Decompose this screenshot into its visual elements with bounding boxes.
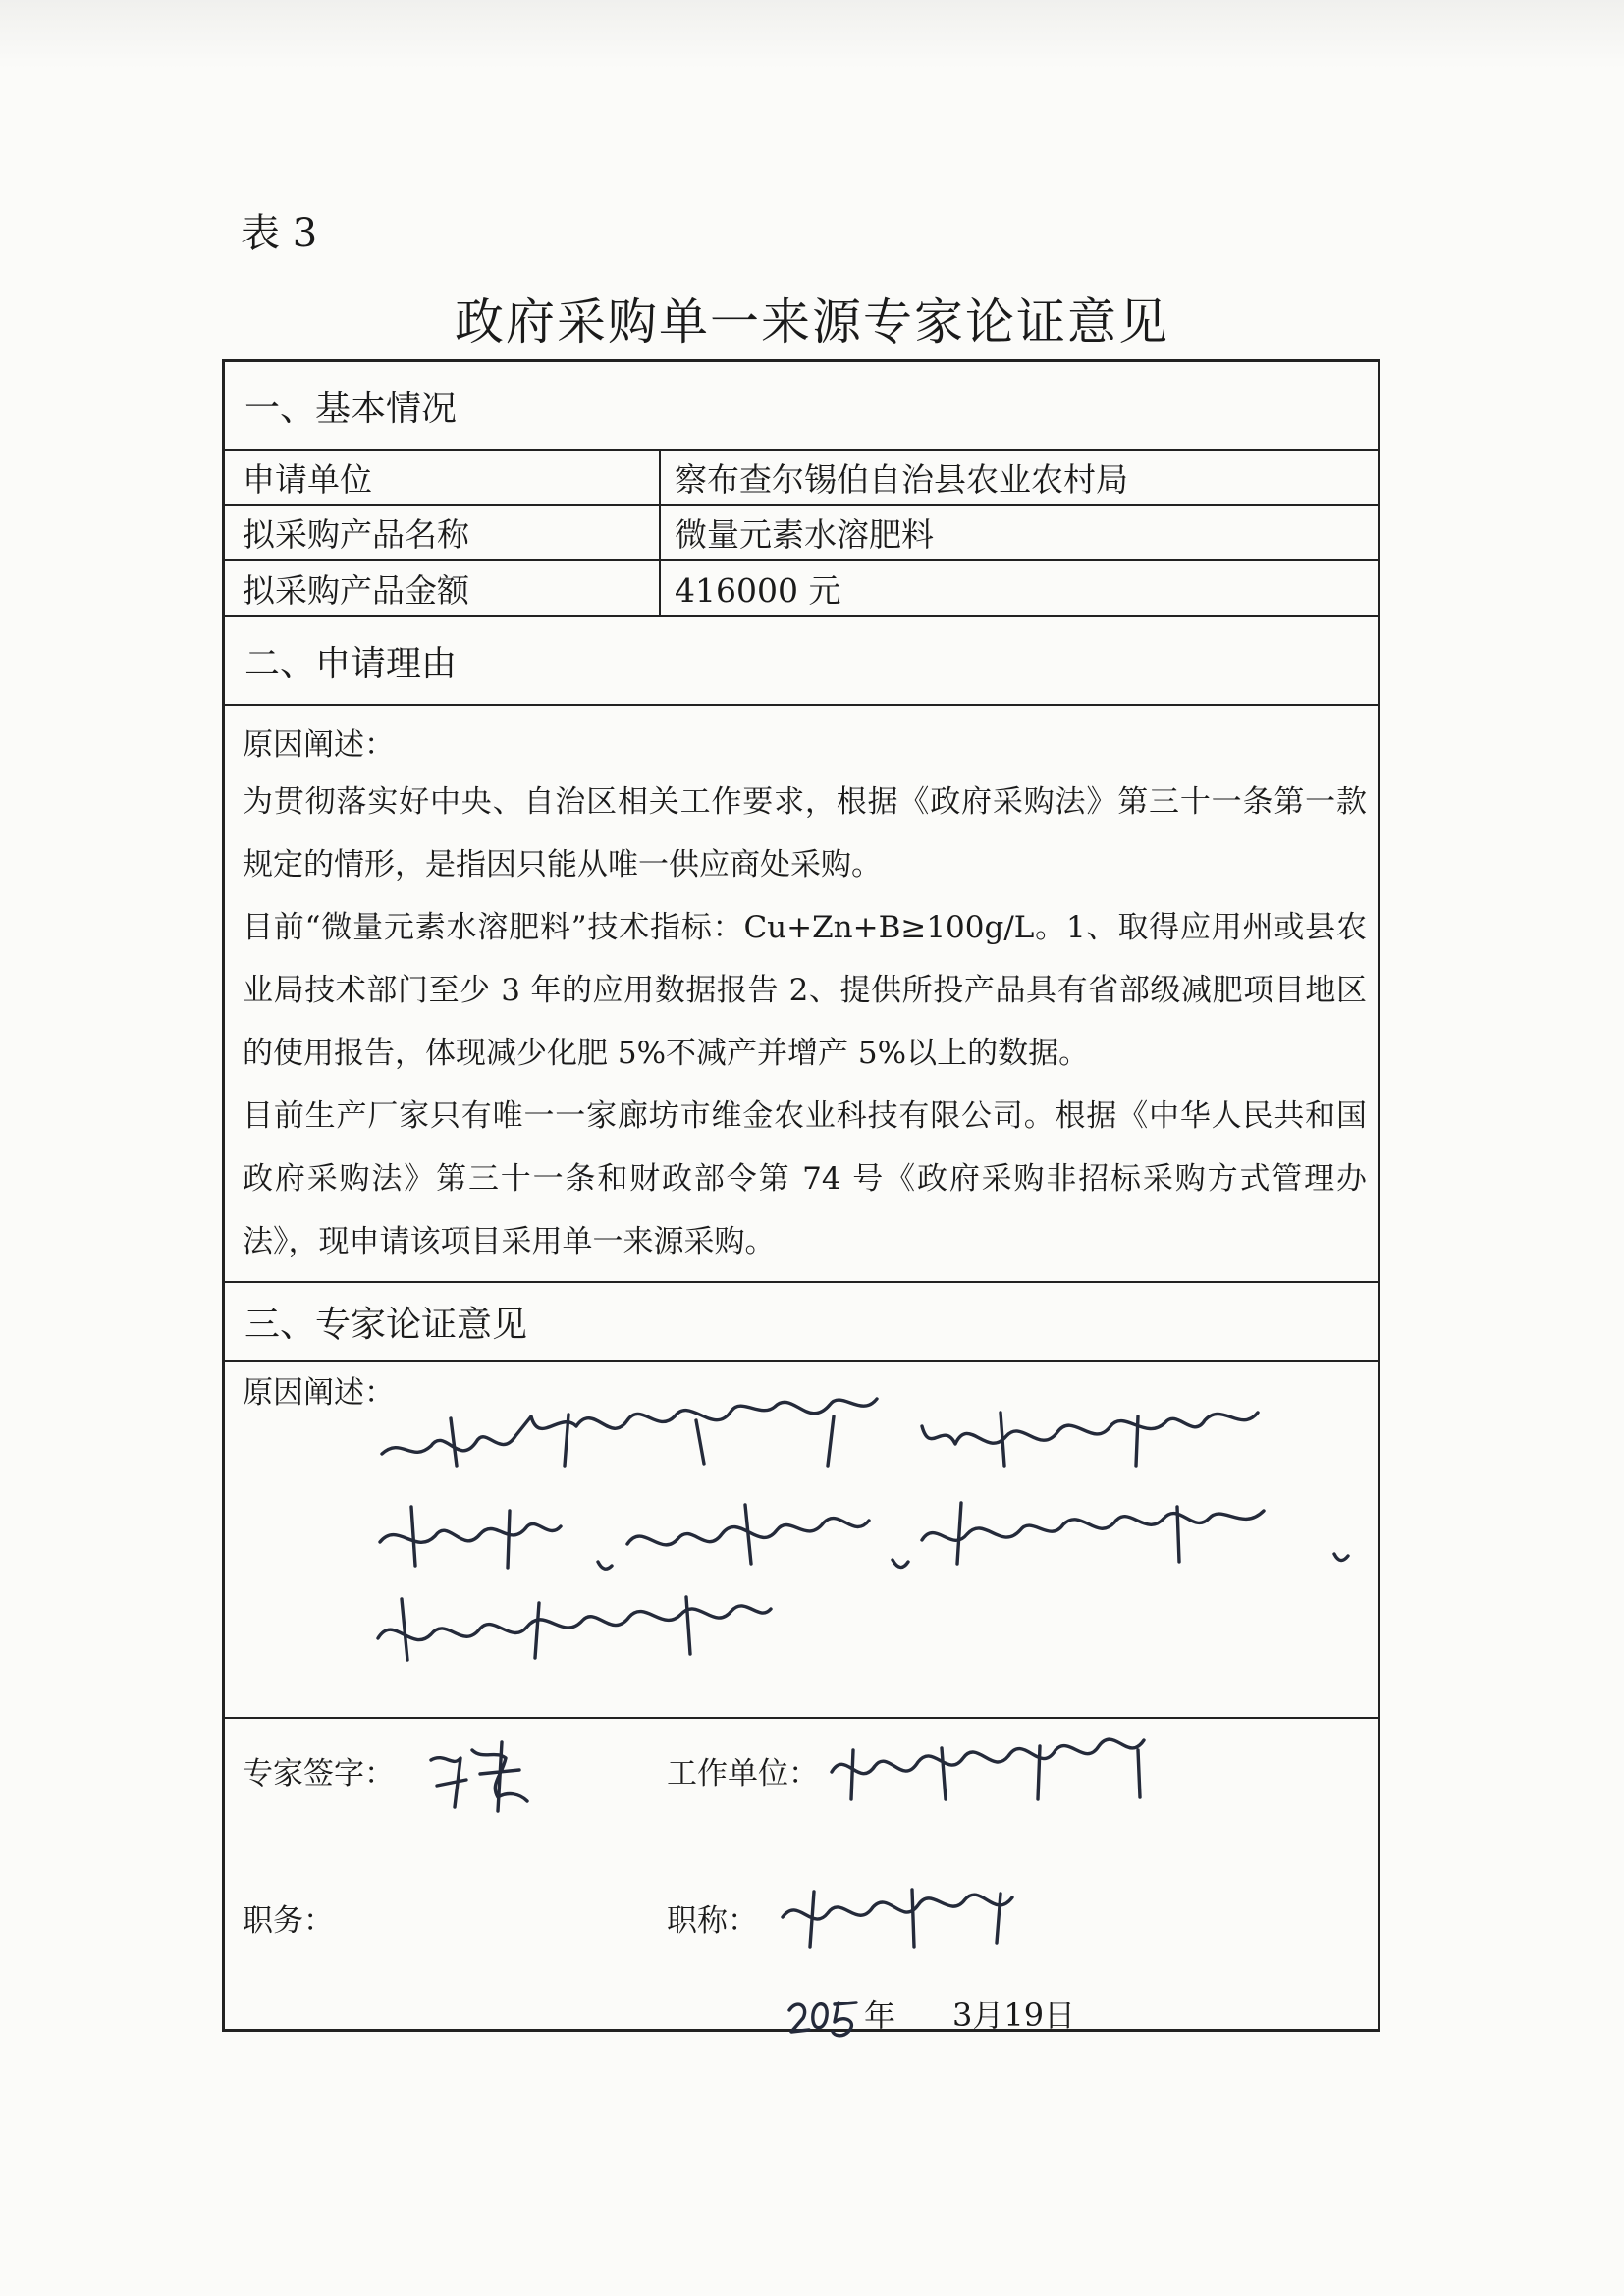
reason-label: 原因阐述： (243, 1375, 395, 1411)
row-key: 拟采购产品金额 (243, 570, 469, 610)
reason-cell (225, 706, 1378, 1283)
row-value: 416000 元 (659, 561, 840, 615)
table-row (225, 451, 1378, 506)
expert-sign-label: 专家签字： (243, 1756, 395, 1791)
section-expert-opinion-header (225, 1283, 1378, 1362)
table-row (225, 506, 1378, 561)
handwritten-opinion (372, 1397, 1354, 1682)
row-key: 拟采购产品名称 (243, 514, 469, 554)
reason-paragraph: 目前“微量元素水溶肥料”技术指标：Cu+Zn+B≥100g/L。1、取得应用州或县农业局技术部门至少 3 年的应用数据报告 2、提供所投产品具有省部级减肥项目地区的使用报告，体现减少化肥 5%不减产并增产 5%以上的数据。 (243, 910, 1367, 1071)
form-table (222, 359, 1380, 2032)
scan-shadow (0, 0, 1624, 69)
work-unit-handwriting (824, 1733, 1197, 1811)
expert-signature (421, 1731, 539, 1819)
expert-opinion-cell (225, 1362, 1378, 1719)
signature-cell (225, 1719, 1378, 2035)
row-value: 微量元素水溶肥料 (659, 506, 934, 559)
row-key: 申请单位 (243, 459, 372, 499)
reason-paragraph: 目前生产厂家只有唯一一家廊坊市维金农业科技有限公司。根据《中华人民共和国政府采购法》第三十一条和财政部令第 74 号《政府采购非招标采购方式管理办法》，现申请该项目采用单一来源采购。 (243, 1098, 1367, 1259)
table-label: 表 3 (241, 211, 318, 256)
date-month-day: 3月19日 (952, 1997, 1076, 2034)
reason-paragraph: 为贯彻落实好中央、自治区相关工作要求，根据《政府采购法》第三十一条第一款规定的情形，是指因只能从唯一供应商处采购。 (243, 784, 1367, 882)
reason-label: 原因阐述： (243, 727, 395, 763)
section-reason-header (225, 617, 1378, 706)
section-title: 三、专家论证意见 (244, 1304, 528, 1345)
document-title: 政府采购单一来源专家论证意见 (455, 294, 1169, 350)
title-handwriting (775, 1878, 1040, 1956)
date-year-suffix: 年 (864, 1997, 896, 2034)
row-value: 察布查尔锡伯自治县农业农村局 (659, 451, 1128, 504)
work-unit-label: 工作单位： (667, 1756, 819, 1791)
section-title: 一、基本情况 (244, 388, 458, 429)
sign-date (0, 1991, 1624, 2040)
title-label: 职称： (667, 1903, 758, 1939)
year-handwriting (785, 1993, 862, 2040)
section-title: 二、申请理由 (244, 643, 458, 684)
section-basic-info-header (225, 362, 1378, 451)
table-row (225, 561, 1378, 617)
position-label: 职务： (243, 1903, 334, 1939)
